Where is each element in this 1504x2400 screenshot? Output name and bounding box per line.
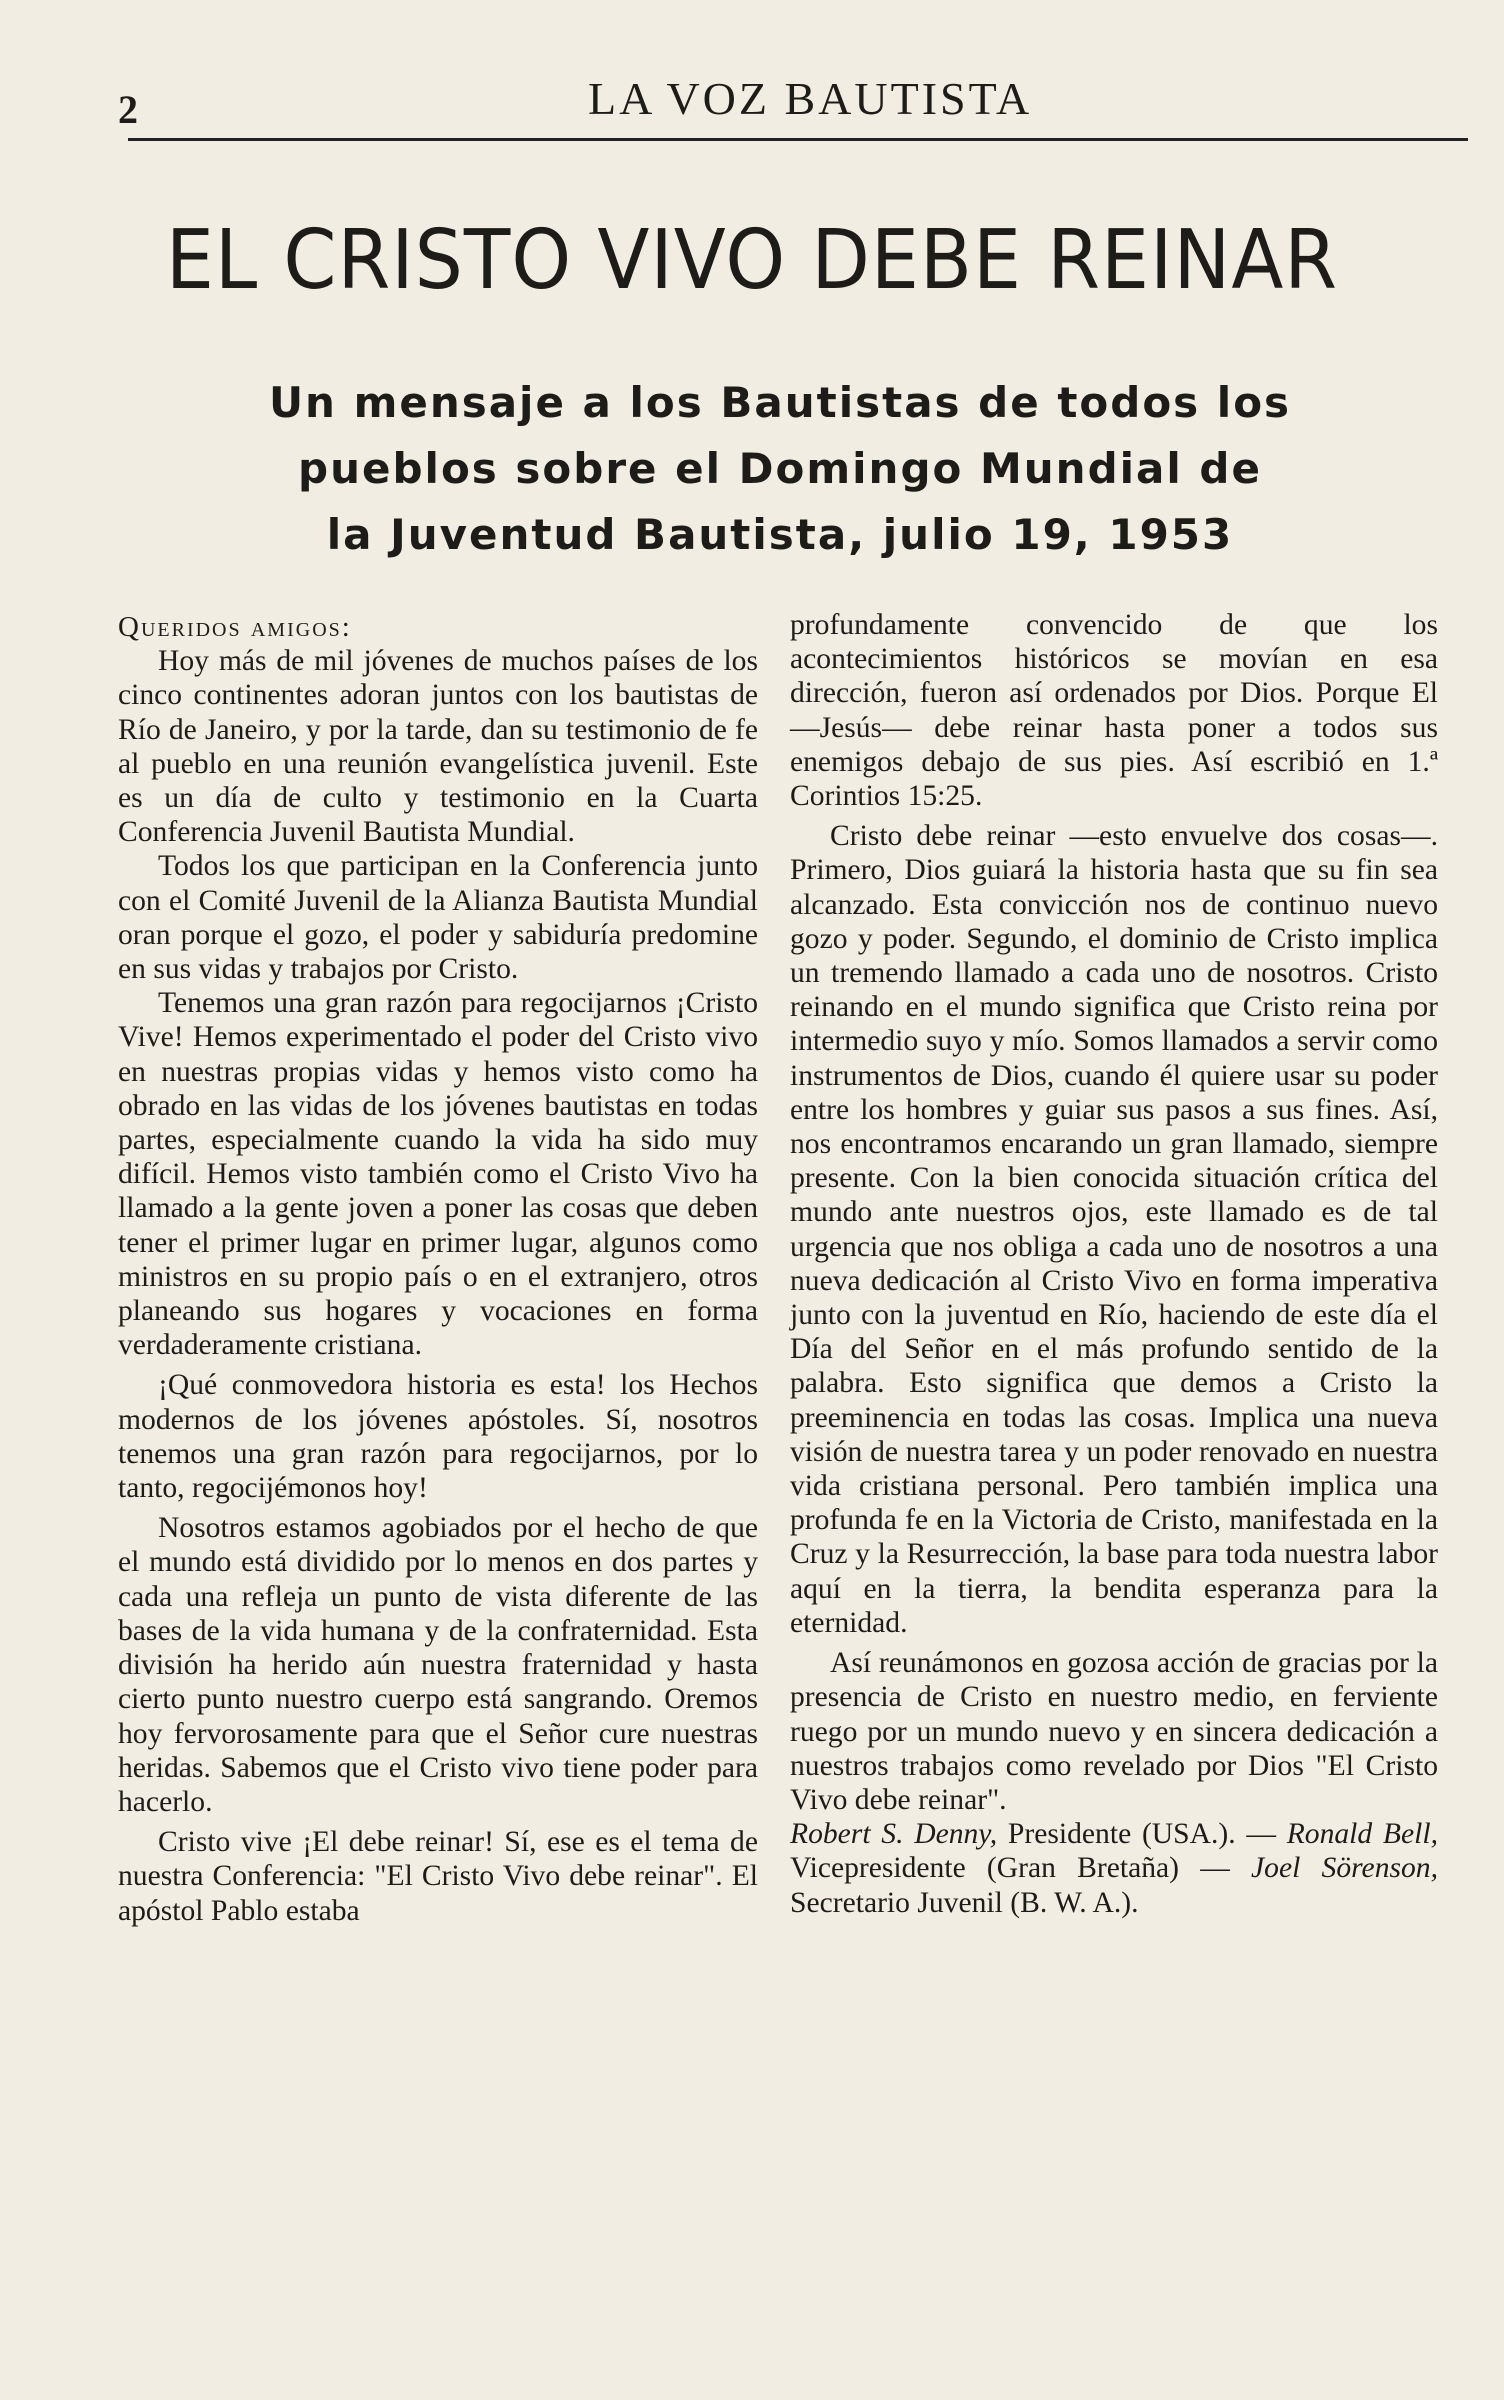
signature bbox=[790, 1817, 1438, 1920]
signatory-name: Ronald Bell, bbox=[1286, 1818, 1438, 1851]
paragraph: Todos los que participan en la Conferencia junto con el Comité Juvenil de la Alianza Bautista Mundial oran porque el gozo, el poder y sabiduría predomine en sus vidas y trabajos por Cristo. bbox=[118, 850, 758, 986]
salutation: Queridos amigos: bbox=[118, 611, 352, 643]
header-rule bbox=[128, 138, 1468, 141]
signatory-role: Presidente (USA.). — bbox=[997, 1818, 1287, 1851]
article-title: EL CRISTO VIVO DEBE REINAR bbox=[165, 211, 1339, 308]
paragraph: Así reunámonos en gozosa acción de gracias por la presencia de Cristo en nuestro medio, en ferviente ruego por un mundo nuevo y en sincera dedicación a nuestros trabajos como revelado por Dios "El Cristo Vivo debe reinar". bbox=[790, 1647, 1438, 1816]
signatory-name: Robert S. Denny, bbox=[790, 1818, 998, 1851]
signatory-role: Secretario Juvenil (B. W. A.). bbox=[790, 1886, 1139, 1919]
paragraph: Cristo debe reinar —esto envuelve dos cosas—. Primero, Dios guiará la historia hasta que su fin sea alcanzado. Esta convicción nos de continuo nuevo gozo y poder. Segundo, el dominio de Cristo implica un tremendo llamado a cada uno de nosotros. Cristo reinando en el mundo significa que Cristo reina por intermedio suyo y mío. Somos llamados a servir como instrumentos de Dios, cuando él quiere usar su poder entre los hombres y guiar sus pasos a sus fines. Así, nos encontramos encarando un gran llamado, siempre presente. Con la bien conocida situación crítica del mundo ante nuestros ojos, este llamado es de tal urgencia que nos obliga a cada uno de nosotros a una nueva dedicación al Cristo Vivo en forma imperativa junto con la juventud en Río, haciendo de este día el Día del Señor en el más profundo sentido de la palabra. Esto significa que demos a Cristo la preeminencia en todas las cosas. Implica una nueva visión de nuestra tarea y un poder renovado en nuestra vida cristiana personal. Pero también implica una profunda fe en la Victoria de Cristo, manifestada en la Cruz y la Resurrección, la base para toda nuestra labor aquí en la tierra, la bendita esperanza para la eternidad. bbox=[790, 820, 1438, 1639]
right-column bbox=[790, 608, 1438, 1920]
page-number: 2 bbox=[118, 87, 138, 132]
subtitle-line: la Juventud Bautista, julio 19, 1953 bbox=[326, 510, 1234, 559]
paragraph: Nosotros estamos agobiados por el hecho de que el mundo está dividido por lo menos en dos partes y cada una refleja un punto de vista diferente de las bases de la vida humana y de la confraternidad. Esta división ha herido aún nuestra fraternidad y hasta cierto punto nuestro cuerpo está sangrando. Oremos hoy fervorosamente para que el Señor cure nuestras heridas. Sabemos que el Cristo vivo tiene poder para hacerlo. bbox=[118, 1512, 758, 1818]
paragraph: Cristo vive ¡El debe reinar! Sí, ese es el tema de nuestra Conferencia: "El Cristo Vivo debe reinar". El apóstol Pablo estaba bbox=[118, 1826, 758, 1927]
paragraph: Tenemos una gran razón para regocijarnos ¡Cristo Vive! Hemos experimentado el poder del Cristo vivo en nuestras propias vidas y hemos visto como ha obrado en las vidas de los jóvenes bautistas en todas partes, especialmente cuando la vida ha sido muy difícil. Hemos visto también como el Cristo Vivo ha llamado a la gente joven a poner las cosas que deben tener el primer lugar en primer lugar, algunos como ministros en su propio país o en el extranjero, otros planeando sus hogares y vocaciones en forma verdaderamente cristiana. bbox=[118, 987, 758, 1362]
subtitle-line: pueblos sobre el Domingo Mundial de bbox=[298, 444, 1262, 493]
article-subtitle bbox=[150, 370, 1410, 568]
signatory-name: Joel Sörenson, bbox=[1251, 1852, 1439, 1885]
paragraph: ¡Qué conmovedora historia es esta! los Hechos modernos de los jóvenes apóstoles. Sí, nosotros tenemos una gran razón para regocijarnos, por lo tanto, regocijémonos hoy! bbox=[118, 1369, 758, 1505]
signatory-role: Vicepresidente (Gran Bretaña) — bbox=[790, 1852, 1252, 1885]
left-column bbox=[118, 610, 758, 1928]
paragraph: Hoy más de mil jóvenes de muchos países de los cinco continentes adoran juntos con los bautistas de Río de Janeiro, y por la tarde, dan su testimonio de fe al pueblo en una reunión evangelística juvenil. Este es un día de culto y testimonio en la Cuarta Conferencia Juvenil Bautista Mundial. bbox=[118, 645, 758, 849]
publication-title: LA VOZ BAUTISTA bbox=[588, 73, 1033, 124]
subtitle-line: Un mensaje a los Bautistas de todos los bbox=[268, 378, 1292, 427]
paragraph-continuation: profundamente convencido de que los acontecimientos históricos se movían en esa dirección, fueron así ordenados por Dios. Porque El —Jesús— debe reinar hasta poner a todos sus enemigos debajo de sus pies. Así escribió en 1.ª Corintios 15:25. bbox=[790, 609, 1438, 813]
page-header bbox=[118, 62, 1468, 142]
